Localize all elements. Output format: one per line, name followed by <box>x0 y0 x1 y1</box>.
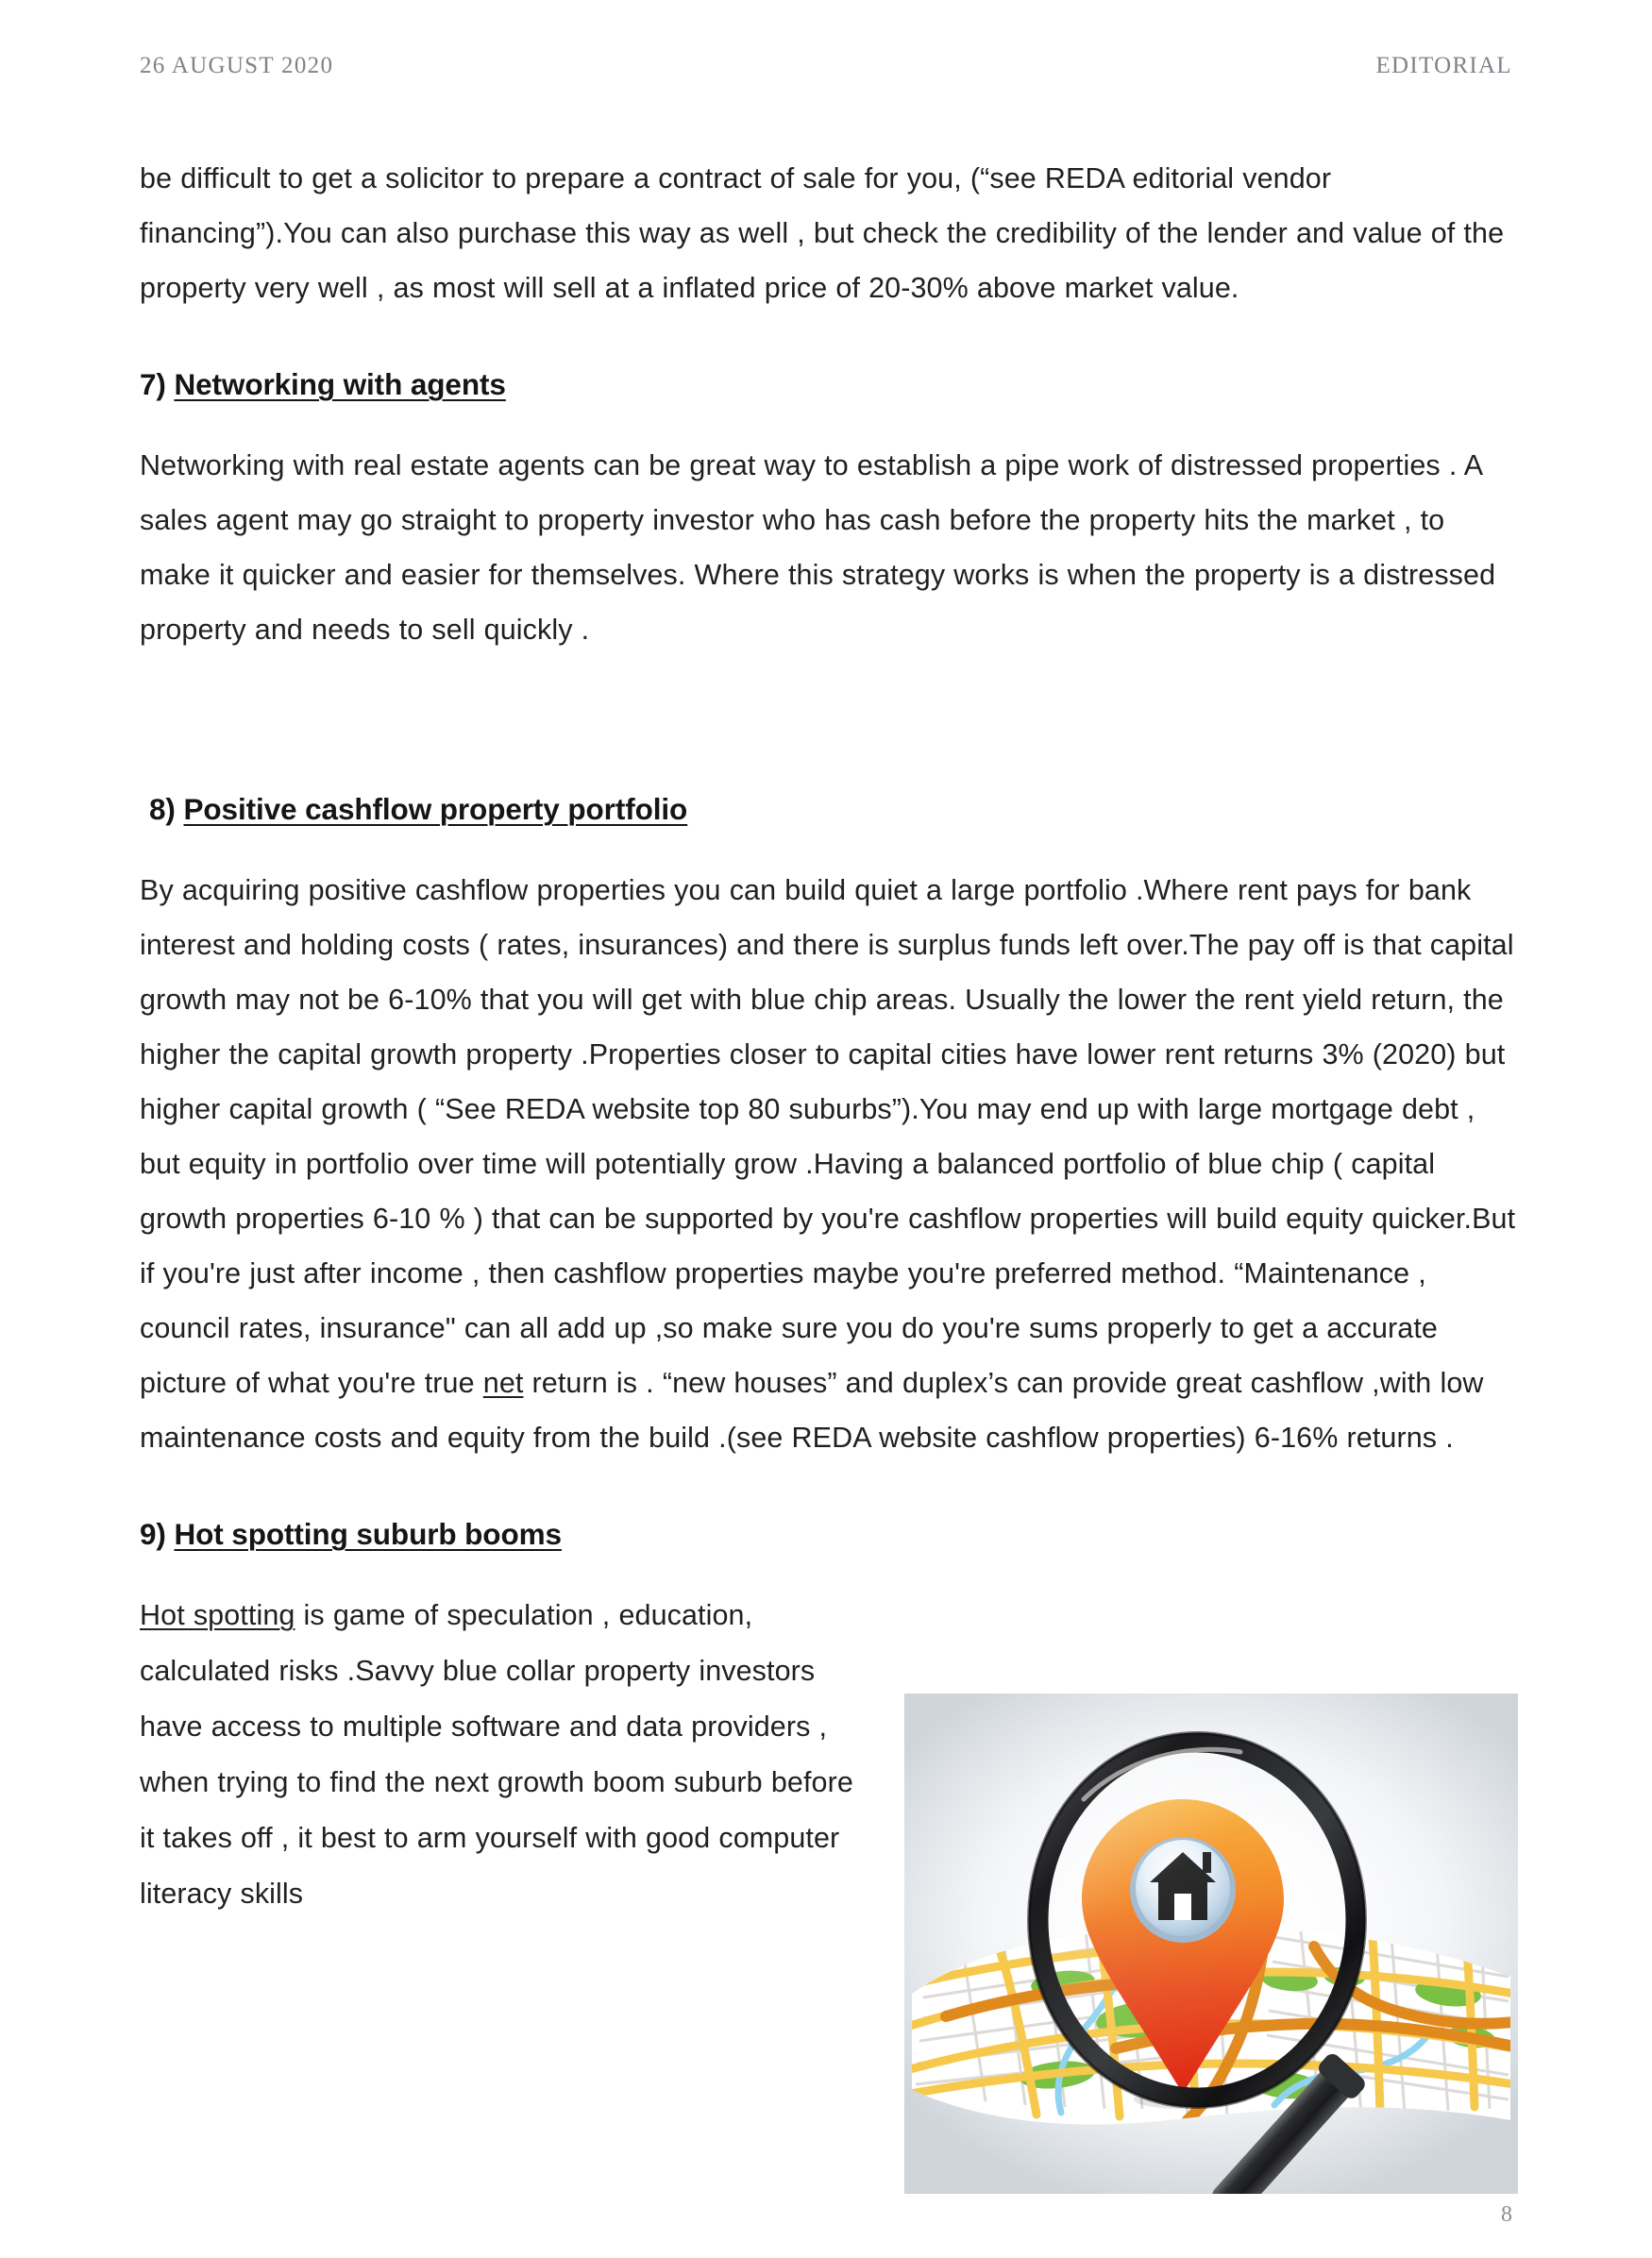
paragraph-9-body: is game of speculation , education, calculated risks .Savvy blue collar property investors have access to multiple software and data providers , when trying to find the next growth boom suburb before it takes off , it best to arm yourself with good computer literacy skills <box>140 1599 853 1910</box>
figure-hotspotting-map <box>904 1694 1518 2194</box>
spacer <box>140 404 1518 438</box>
map-magnifier-illustration <box>904 1694 1518 2194</box>
paragraph-intro: be difficult to get a solicitor to prepare a contract of sale for you, (“see REDA editorial vendor financing”).You can also purchase this way as well , but check the credibility of the lender and value of the property very well , as most will sell at a inflated price of 20-30% above market value. <box>140 162 1505 304</box>
paragraph-section-7: Networking with real estate agents can be great way to establish a pipe work of distressed properties . A sales agent may go straight to property investor who has cash before the property hits the market , to make it quicker and easier for themselves. Where this strategy works is when the property is a distressed property and needs to sell quickly . <box>140 449 1496 646</box>
paragraph-8-underlined-net: net <box>482 1367 524 1399</box>
heading-7-number: 7) <box>140 367 166 401</box>
heading-9-label: Hot spotting suburb booms <box>174 1517 562 1551</box>
heading-8-label: Positive cashflow property portfolio <box>183 792 688 826</box>
spacer <box>140 1465 1518 1514</box>
spacer <box>140 657 1518 789</box>
section-9-text-column <box>140 1514 867 1922</box>
spacer <box>140 1554 867 1588</box>
paragraph-8-part-1: By acquiring positive cashflow properties you can build quiet a large portfolio .Where rent pays for bank interest and holding costs ( rates, insurances) and there is surplus funds left over.The pay off is that capital growth may not be 6-10% that you will get with blue chip areas. Usually the lower the rent yield return, the higher the capital growth property .Properties closer to capital cities have lower rent returns 3% (2020) but higher capital growth ( “See REDA website top 80 suburbs”).You may end up with large mortgage debt , but equity in portfolio over time will potentially grow .Having a balanced portfolio of blue chip ( capital growth properties 6-10 % ) that can be supported by you're cashflow properties will build equity quicker.But if you're just after income , then cashflow properties maybe you're preferred method. “Maintenance , council rates, insurance" can all add up ,so make sure you do you're sums properly to get a accurate picture of what you're true <box>140 874 1516 1399</box>
running-header <box>140 53 1512 79</box>
magnifying-glass-icon <box>1029 1733 1368 2194</box>
page-content <box>140 151 1518 1922</box>
paragraph-9-underlined-lead: Hot spotting <box>140 1599 295 1631</box>
heading-section-7 <box>140 364 1518 404</box>
header-section-label: EDITORIAL <box>1375 53 1512 78</box>
paragraph-section-9 <box>140 1588 867 1922</box>
heading-section-9 <box>140 1514 867 1554</box>
heading-7-label: Networking with agents <box>174 367 506 401</box>
header-date: 26 AUGUST 2020 <box>140 53 334 78</box>
heading-8-number: 8) <box>149 792 176 826</box>
paragraph-8-part-2: return is . “new houses” and duplex’s can provide great cashflow ,with low maintenance costs and equity from the build .(see REDA website cashflow properties) 6-16% returns . <box>140 1367 1484 1454</box>
spacer <box>140 829 1518 863</box>
heading-9-number: 9) <box>140 1517 166 1551</box>
paragraph-section-8 <box>140 863 1518 1465</box>
page-number: 8 <box>1501 2202 1512 2227</box>
heading-section-8 <box>140 789 1518 829</box>
spacer <box>140 315 1518 364</box>
